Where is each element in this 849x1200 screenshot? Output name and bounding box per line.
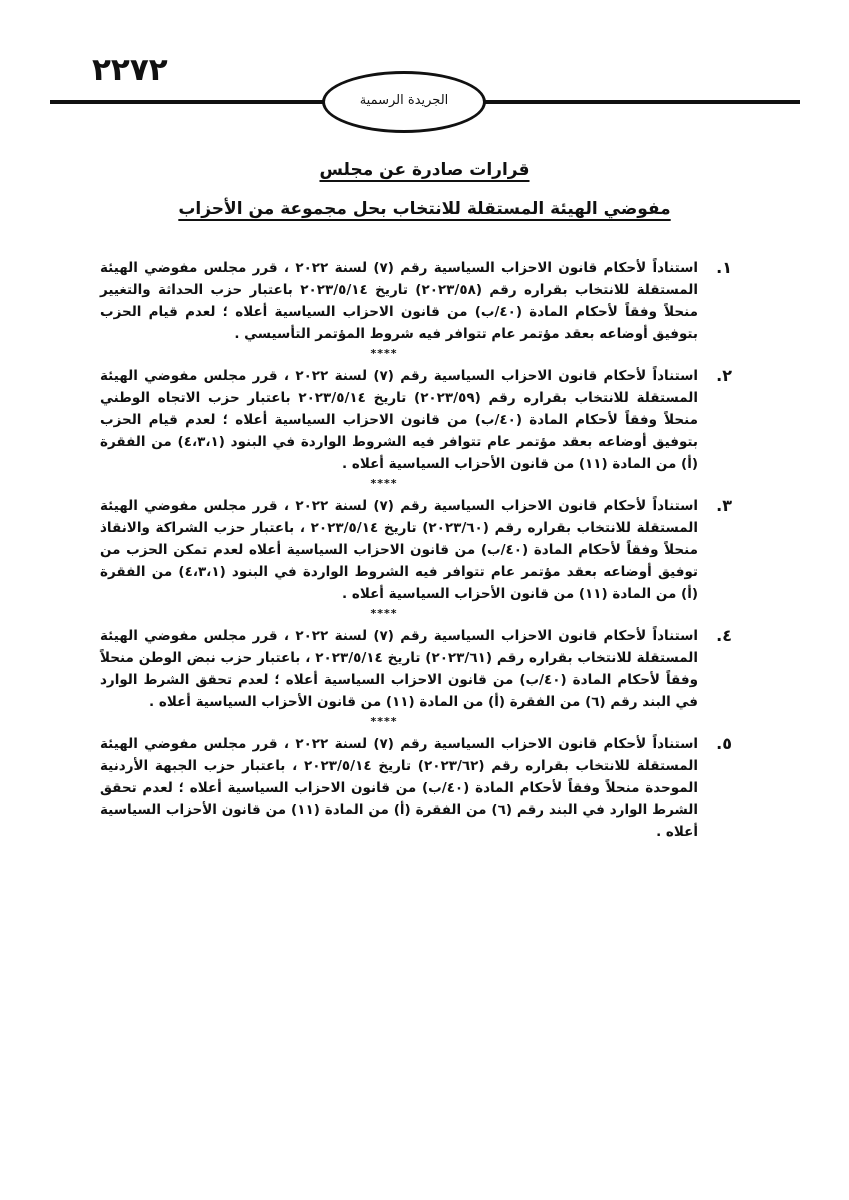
decision-text: استناداً لأحكام قانون الاحزاب السياسية رقم (٧) لسنة ٢٠٢٢ ، قرر مجلس مفوضي الهيئة المستقلة للانتخاب بقراره رقم (٢٠٢٣/٥٨) تاريخ ٢٠٢٣/٥/١٤ باعتبار حزب الحداثة والتغيير منحلاً وفقاً لأحكام المادة (٤٠/ب) من قانون الاحزاب السياسية أعلاه ؛ لعدم قيام الحزب بتوفيق أوضاعه بعقد مؤتمر عام تتوافر فيه شروط المؤتمر التأسيسي . [100, 260, 698, 342]
separator: **** [370, 477, 398, 490]
decision-item [100, 365, 732, 475]
decision-item [100, 733, 732, 843]
decision-text: استناداً لأحكام قانون الاحزاب السياسية رقم (٧) لسنة ٢٠٢٢ ، قرر مجلس مفوضي الهيئة المستقلة للانتخاب بقراره رقم (٢٠٢٣/٦٢) تاريخ ٢٠٢٣/٥/١٤ ، باعتبار حزب الجبهة الأردنية الموحدة منحلاً وفقاً لأحكام المادة (٤٠/ب) من قانون الاحزاب السياسية أعلاه ؛ لعدم تحقق الشرط الوارد في البند رقم (٦) من الفقرة (أ) من المادة (١١) من قانون الأحزاب السياسية أعلاه . [100, 736, 698, 840]
decision-number: ١. [716, 258, 732, 277]
decision-text: استناداً لأحكام قانون الاحزاب السياسية رقم (٧) لسنة ٢٠٢٢ ، قرر مجلس مفوضي الهيئة المستقلة للانتخاب بقراره رقم (٢٠٢٣/٦٠) تاريخ ٢٠٢٣/٥/١٤ ، باعتبار حزب الشراكة والانقاذ منحلاً وفقاً لأحكام المادة (٤٠/ب) من قانون الاحزاب السياسية أعلاه لعدم تمكن الحزب من توفيق أوضاعه بعقد مؤتمر عام تتوافر فيه الشروط الواردة في البنود (٤،٣،١) من الفقرة (أ) من المادة (١١) من قانون الأحزاب السياسية أعلاه . [100, 498, 698, 602]
decision-number: ٣. [716, 496, 732, 515]
decision-number: ٤. [716, 626, 732, 645]
separator: **** [370, 715, 398, 728]
decision-item [100, 257, 732, 345]
gazette-header-oval [322, 71, 486, 133]
decisions-list [100, 257, 732, 843]
page-title-line-1: قرارات صادرة عن مجلس [319, 160, 530, 180]
separator: **** [370, 347, 398, 360]
page-number: ٢٢٧٢ [92, 52, 168, 88]
decision-number: ٢. [716, 366, 732, 385]
decision-text: استناداً لأحكام قانون الاحزاب السياسية رقم (٧) لسنة ٢٠٢٢ ، قرر مجلس مفوضي الهيئة المستقلة للانتخاب بقراره رقم (٢٠٢٣/٥٩) تاريخ ٢٠٢٣/٥/١٤ باعتبار حزب الاتجاه الوطني منحلاً وفقاً لأحكام المادة (٤٠/ب) من قانون الاحزاب السياسية أعلاه ؛ لعدم قيام الحزب بتوفيق أوضاعه بعقد مؤتمر عام تتوافر فيه الشروط الواردة في البنود (٤،٣،١) من الفقرة (أ) من المادة (١١) من قانون الأحزاب السياسية أعلاه . [100, 368, 698, 472]
decision-item [100, 625, 732, 713]
decision-number: ٥. [716, 734, 732, 753]
page-title-line-2: مفوضي الهيئة المستقلة للانتخاب بحل مجموعة من الأحزاب [178, 199, 671, 219]
decision-text: استناداً لأحكام قانون الاحزاب السياسية رقم (٧) لسنة ٢٠٢٢ ، قرر مجلس مفوضي الهيئة المستقلة للانتخاب بقراره رقم (٢٠٢٣/٦١) تاريخ ٢٠٢٣/٥/١٤ ، باعتبار حزب نبض الوطن منحلاً وفقاً لأحكام المادة (٤٠/ب) من قانون الاحزاب السياسية أعلاه ؛ لعدم تحقق الشرط الوارد في البند رقم (٦) من الفقرة (أ) من المادة (١١) من قانون الأحزاب السياسية أعلاه . [100, 628, 698, 710]
separator: **** [370, 607, 398, 620]
gazette-label: الجريدة الرسمية [359, 92, 449, 108]
decision-item [100, 495, 732, 605]
